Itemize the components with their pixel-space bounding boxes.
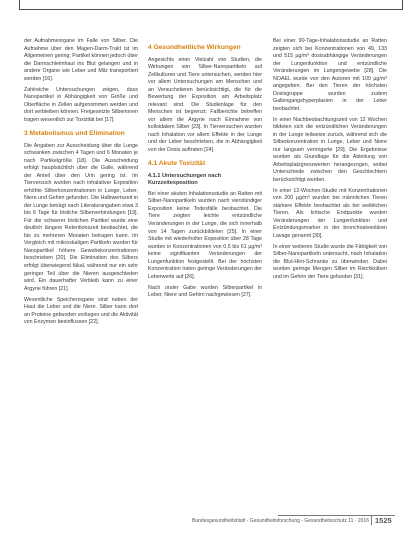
paragraph: Bei einer akuten Inhalationsstudie an Ratten mit Silber-Nanopartikeln wurden nach vierstündiger Exposition keine Todesfälle beobachtet. Die Tiere zeigten leichte entzündliche Veränderungen in der Lunge, die sich innerhalb von 14 Tagen zurückbildeten [25]. In einer Studie mit wiederholter Exposition über 28 Tage wurden in Konzentrationen von 0,5 bis 61 µg/m³ keine signifikanten Veränderungen der Lungenfunktion festgestellt. Bei der höchsten Konzentration traten geringe Veränderungen der Leberwerte auf [26]. [148,190,262,280]
text-column-3 [273,38,387,285]
journal-citation: Bundesgesundheitsblatt - Gesundheitsforschung - Gesundheitsschutz 11 · 2016 [192,518,369,524]
paragraph: Wesentliche Speicherorgane sind neben der Haut die Leber und die Niere. Silber kann dort an Proteine gebunden vorliegen und die Aktivität von Enzymen beeinflussen [22]. [24,296,138,326]
footer-separator [371,516,372,525]
paragraph: Angesichts einer Vielzahl von Studien, die Wirkungen von Silber-Nanopartikeln auf Zellkulturen und Tiere untersuchen, werden hier vor allem Untersuchungen am Menschen und an Versuchstieren berücksichtigt, die für die Bewertung der Exposition am Arbeitsplatz relevant sind. Die Studienlage für den Menschen ist begrenzt; Fallberichte betreffen vor allem die Argyrie nach Einnahme von kolloidalem Silber [23]. In Tierversuchen wurden nach Inhalation vor allem Effekte in der Lunge und der Leber beschrieben, die in Abhängigkeit von der Dosis auftraten [24]. [148,56,262,153]
paragraph: Die Angaben zur Ausscheidung über die Lunge schwanken zwischen 4 Tagen und 6 Monaten je nach Partikelgröße [18]. Die Ausscheidung erfolgt hauptsächlich über die Galle, während der Anteil über den Urin gering ist. Im Tierversuch wurden nach inhalativer Exposition erhöhte Silberkonzentrationen in Lunge, Leber, Niere und Gehirn gefunden. Die Halbwertszeit in der Lunge beträgt nach Literaturangaben etwa 3 bis 6 Tage für lösliche Silberverbindungen [19]. Für die schwerer löslichen Partikel wurde eine deutlich längere Retentionszeit beobachtet, die bis zu mehreren Monaten betragen kann. Im Vergleich mit mikroskaligen Partikeln wurden für Nanopartikel höhere Gewebekonzentrationen beschrieben [20]. Die Elimination des Silbers erfolgt überwiegend fäkal, während nur ein sehr geringer Teil über die Nieren ausgeschieden wird. Ein dauerhafter Verbleib kann zu einer Argyrie führen [21]. [24,142,138,292]
page-footer [0,515,413,545]
page-number: 1525 [375,516,392,525]
subsection-heading: 4.1 Akute Toxizität [148,160,206,168]
section-heading: 3 Metabolismus und Elimination [24,130,125,138]
section-heading: 4 Gesundheitliche Wirkungen [148,44,241,51]
paragraph: Zahlreiche Untersuchungen zeigen, dass Nanopartikel in Abhängigkeit von Größe und Oberfläche in Zellen aufgenommen werden und dort verbleiben können. Freigesetzte Silberionen tragen wesentlich zur Toxizität bei [17]. [24,86,138,123]
paragraph: Bei einer 90-Tage-Inhalationsstudie an Ratten zeigten sich bei Konzentrationen von 49, 133 und 515 µg/m³ dosisabhängige Veränderungen der Lungenfunktion und entzündliche Veränderungen im Lungengewebe [28]. Die NOAEL wurde von den Autoren mit 100 µg/m³ angegeben. Bei den Tieren der höchsten Dosisgruppe wurden zudem Gallengangshyperplasien in der Leber beobachtet. [273,38,387,112]
text-column-2 [148,38,262,303]
paragraph: In einer 12-Wochen-Studie mit Konzentrationen von 200 µg/m³ wurden bei männlichen Tieren stärkere Effekte beobachtet als bei weiblichen Tieren. Als kritische Endpunkte wurden Veränderungen der Lungenfunktion und Entzündungsmarker in der bronchoalveolären Lavage genannt [30]. [273,187,387,239]
subsubsection-heading: 4.1.1 Untersuchungen nach Kurzzeitexposition [148,172,222,187]
paragraph: Nach oraler Gabe wurden Silberpartikel in Leber, Niere und Gehirn nachgewiesen [27]. [148,284,262,299]
header-frame [19,0,403,10]
paragraph: In einer Nachbeobachtungszeit von 12 Wochen bildeten sich die entzündlichen Veränderungen in der Lunge teilweise zurück, während sich die Silberkonzentration in Lunge, Leber und Niere nur langsam verringerte [29]. Die Ergebnisse wurden als Grundlage für die Ableitung von Arbeitsplatzgrenzwerten herangezogen, wobei Unterschiede zwischen den Geschlechtern berücksichtigt wurden. [273,116,387,183]
paragraph: In einer weiteren Studie wurde die Fähigkeit von Silber-Nanopartikeln untersucht, nach Inhalation die Blut-Hirn-Schranke zu überwinden. Dabei wurden geringe Mengen Silber im Riechkolben und im Gehirn der Tiere gefunden [31]. [273,243,387,280]
text-column-1 [24,38,138,330]
paragraph: der Aufnahmeorgane im Falle von Silber. Die Aufnahme über den Magen-Darm-Trakt ist im Allgemeinen gering; Partikel können jedoch über die Darmschleimhaut ins Blut gelangen und in andere Organe wie Leber und Milz transportiert werden [16]. [24,38,138,82]
